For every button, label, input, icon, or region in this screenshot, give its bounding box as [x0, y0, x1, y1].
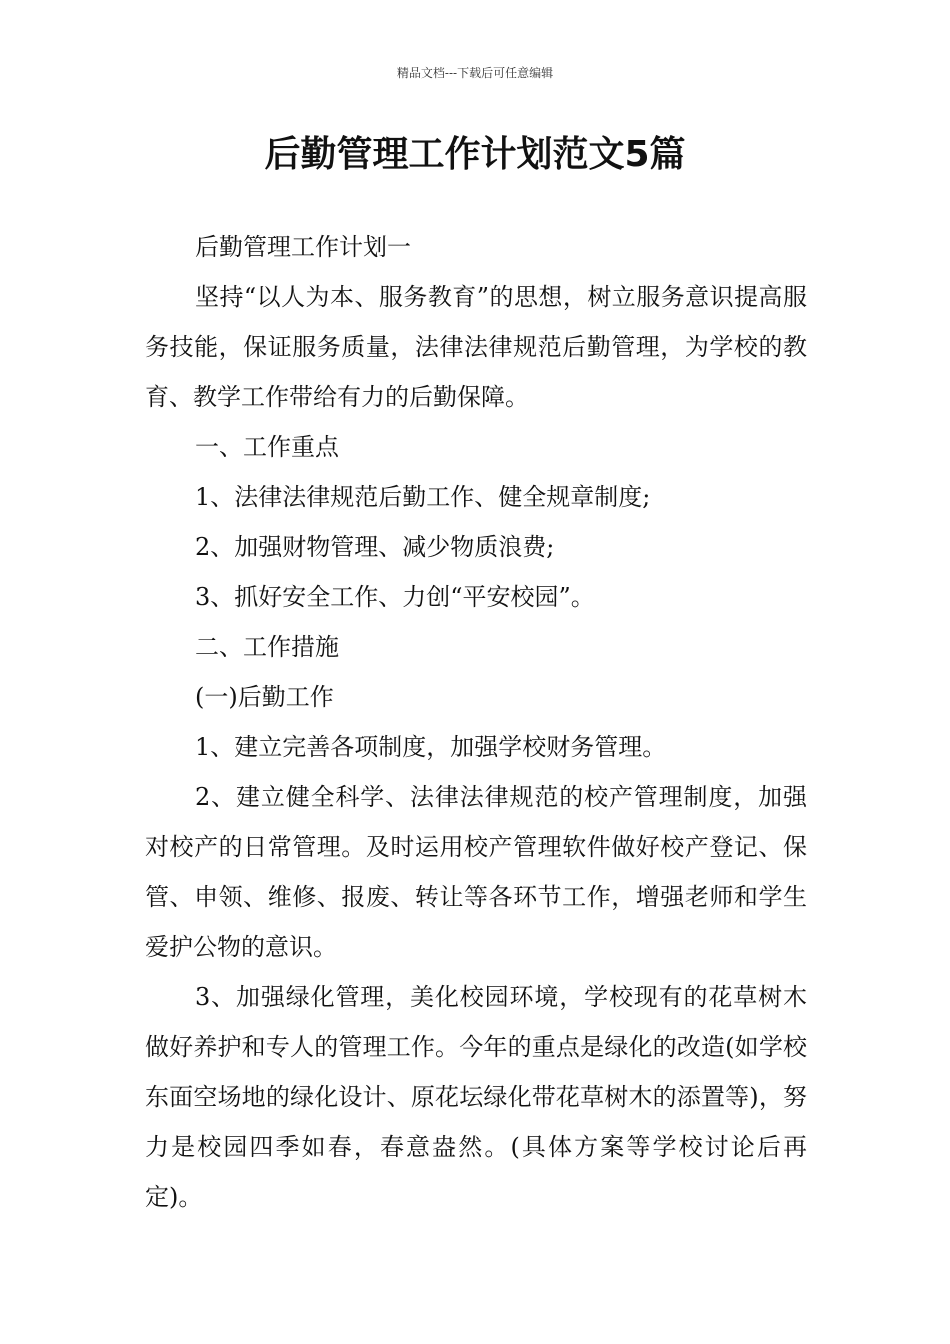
document-title: 后勤管理工作计划范文5篇 — [264, 134, 686, 175]
section-heading: 一、工作重点 — [195, 433, 339, 461]
section-heading: 二、工作措施 — [195, 633, 339, 661]
list-item: 2、加强财物管理、减少物质浪费; — [195, 533, 555, 561]
list-item: 1、建立完善各项制度，加强学校财务管理。 — [195, 733, 667, 761]
paragraph: 坚持“以人为本、服务教育”的思想，树立服务意识提高服务技能，保证服务质量，法律法律规范后勤管理，为学校的教育、教学工作带给有力的后勤保障。 — [145, 283, 807, 411]
section-heading: 后勤管理工作计划一 — [195, 233, 411, 261]
list-item: 2、建立健全科学、法律法律规范的校产管理制度，加强对校产的日常管理。及时运用校产管理软件做好校产登记、保管、申领、维修、报废、转让等各环节工作，增强老师和学生爱护公物的意识。 — [145, 783, 807, 961]
document-body — [145, 222, 807, 1222]
subsection-heading: (一)后勤工作 — [195, 683, 334, 711]
list-item: 1、法律法律规范后勤工作、健全规章制度; — [195, 483, 651, 511]
page-header: 精品文档---下载后可任意编辑 — [396, 66, 554, 80]
list-item: 3、加强绿化管理，美化校园环境，学校现有的花草树木做好养护和专人的管理工作。今年的重点是绿化的改造(如学校东面空场地的绿化设计、原花坛绿化带花草树木的添置等)，努力是校园四季如春，春意盎然。(具体方案等学校讨论后再定)。 — [145, 983, 807, 1211]
list-item: 3、抓好安全工作、力创“平安校园”。 — [195, 583, 595, 611]
